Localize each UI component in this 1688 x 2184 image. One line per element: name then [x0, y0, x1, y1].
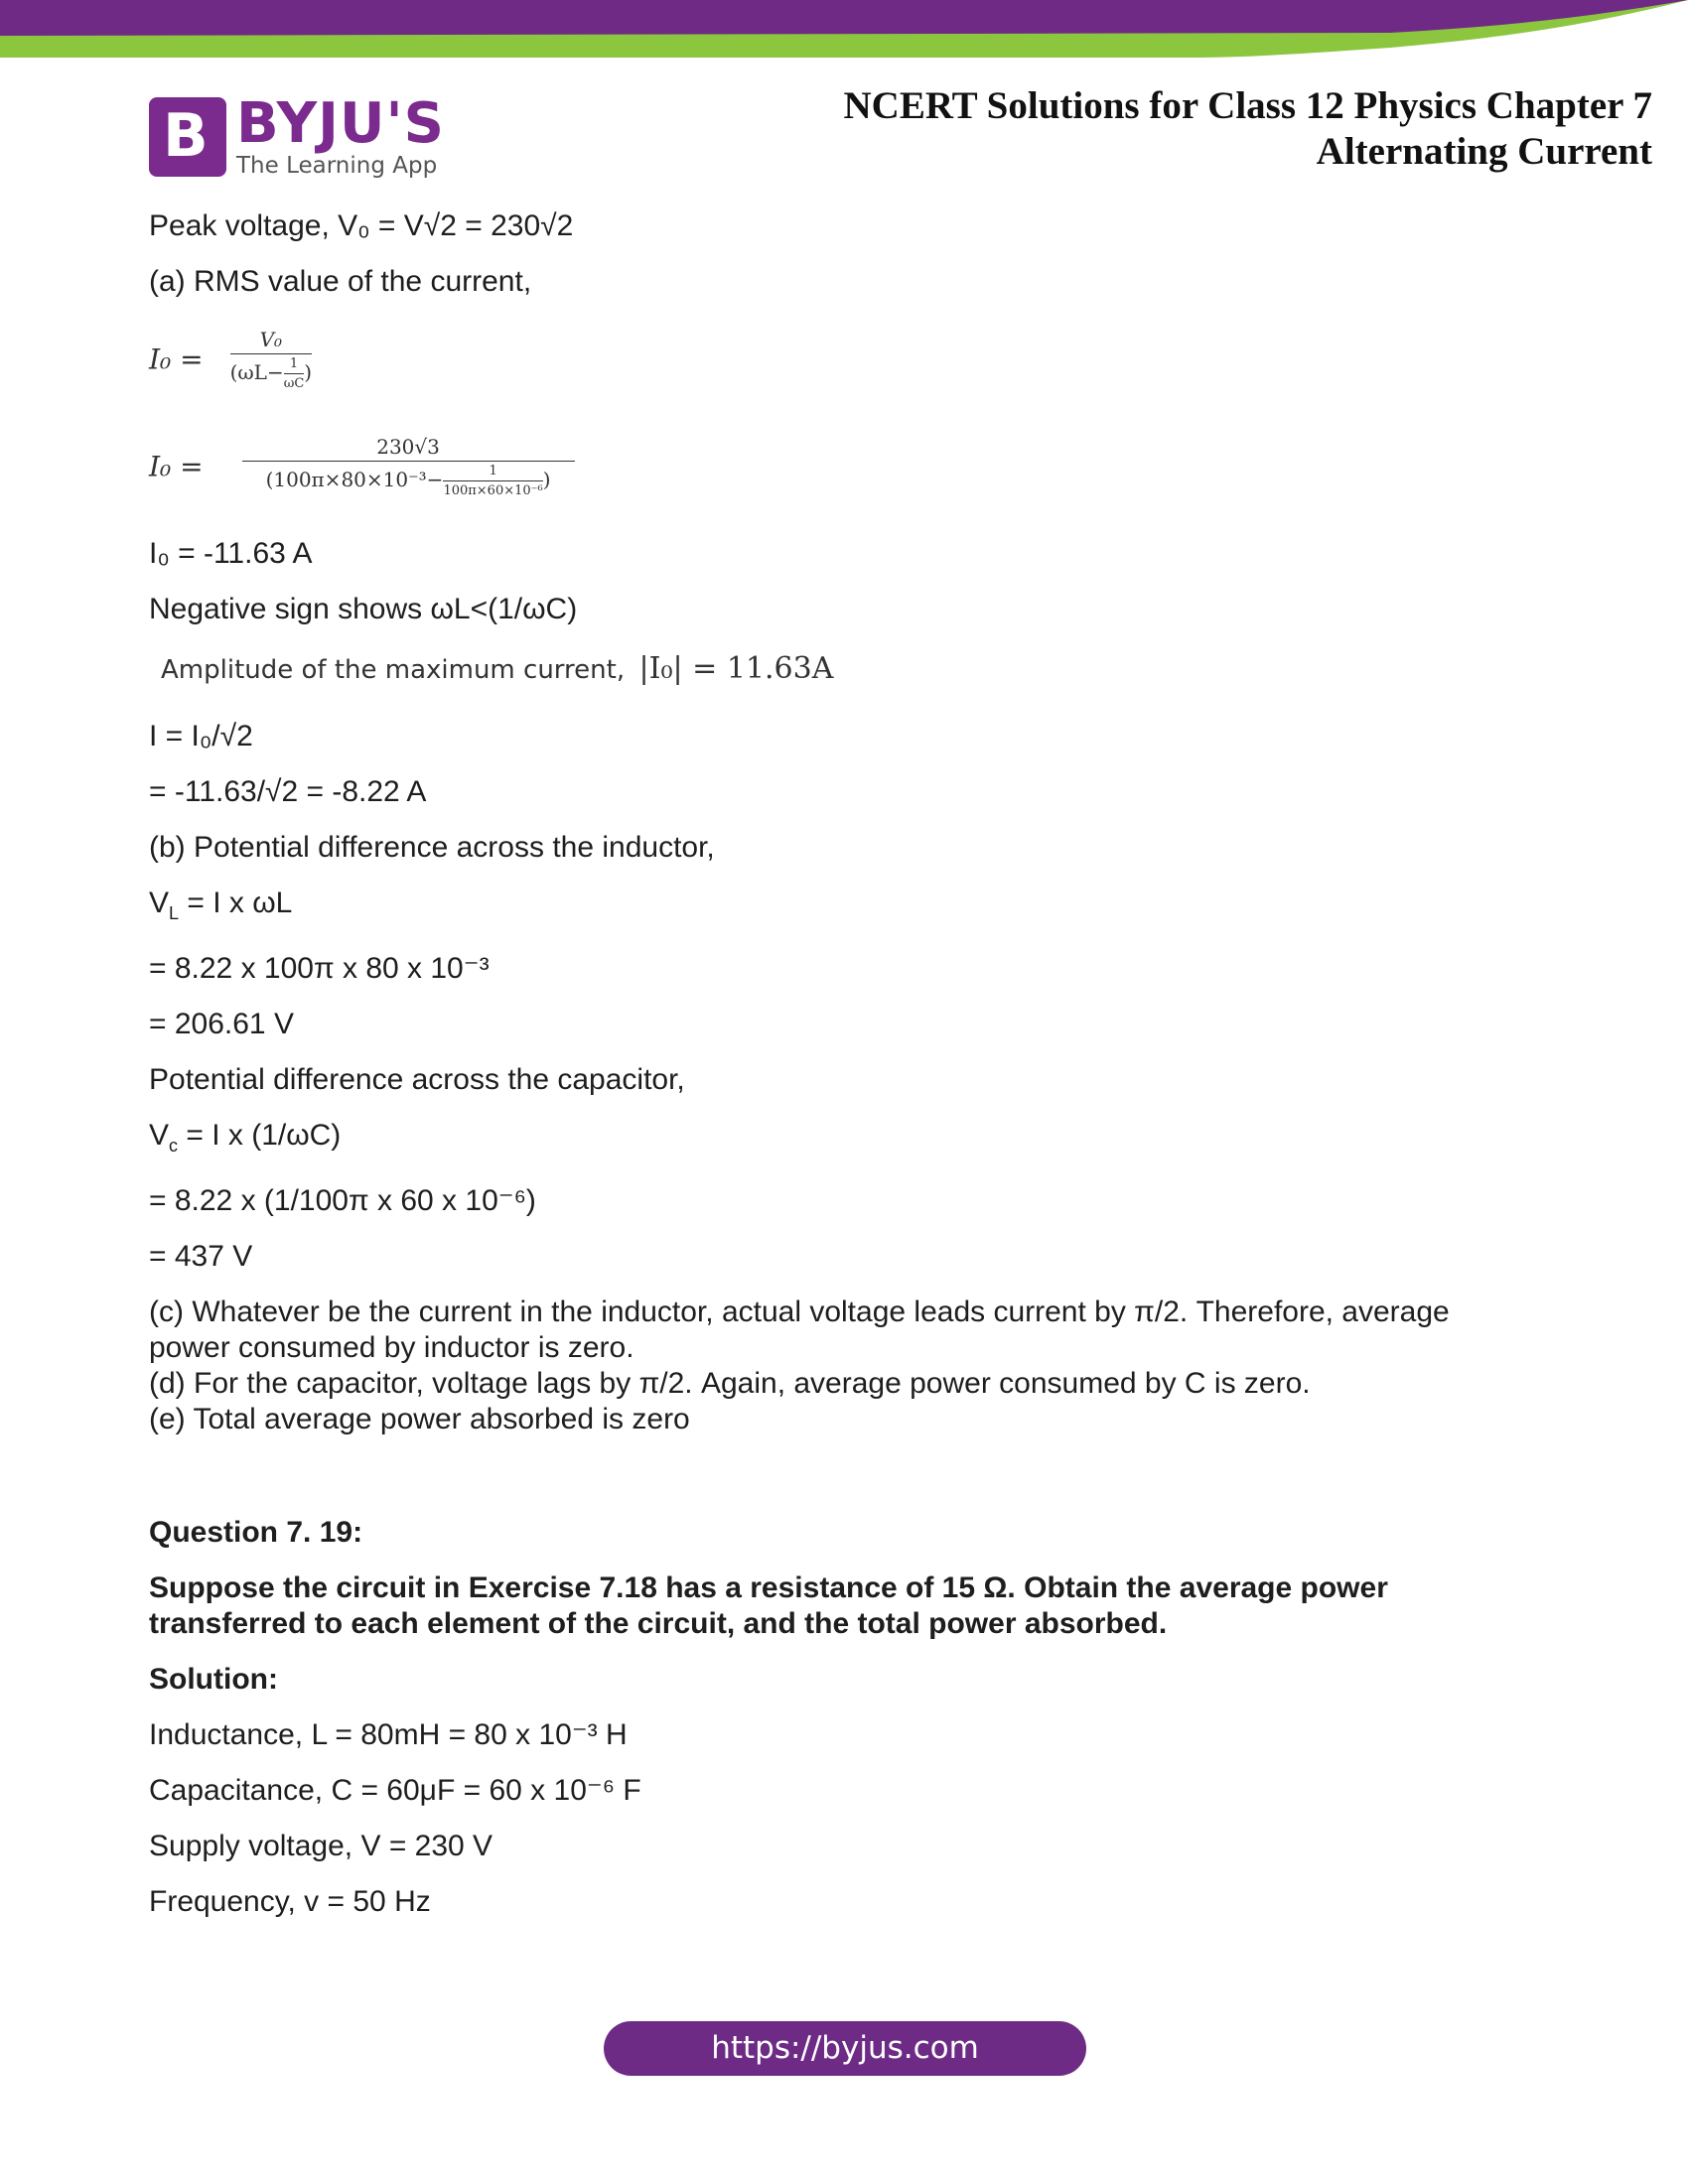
question-text: [149, 1570, 1539, 1642]
vl-value: = 206.61 V: [149, 1008, 294, 1040]
eq1-lhs: I₀ =: [149, 342, 204, 376]
part-d: (d) For the capacitor, voltage lags by π/2. Again, average power consumed by C is zero.: [149, 1367, 1311, 1400]
i0-value: I₀ = -11.63 A: [149, 537, 313, 570]
supply-voltage-line: Supply voltage, V = 230 V: [149, 1830, 493, 1862]
capacitance-line: Capacitance, C = 60μF = 60 x 10⁻⁶ F: [149, 1774, 641, 1807]
solution-label: Solution:: [149, 1663, 278, 1696]
equation-1: [149, 328, 1539, 397]
solution-content: [149, 208, 1539, 1920]
eq1-fraction: [230, 328, 313, 391]
logo-tagline: The Learning App: [236, 153, 438, 179]
eq1-denominator: (ωL− $\frac{1}{\omega C}$ ): [229, 356, 313, 391]
vc-formula: $V_c = I$ x (1/ωC): [149, 1119, 342, 1156]
vl-calculation: = 8.22 x 100π x 80 x 10⁻³: [149, 952, 490, 985]
website-link[interactable]: https://byjus.com: [604, 2021, 1086, 2076]
eq2-numerator: 230√3: [242, 435, 575, 462]
logo-name: BYJU'S: [236, 91, 445, 156]
peak-voltage-line: Peak voltage, V₀ = V√2 = 230√2: [149, 209, 574, 242]
eq2-denominator: (100π×80×10⁻³− $\frac{1}{\text{100π×60×10⁻⁶}}$ ): [265, 464, 551, 498]
eq1-numerator: V₀: [230, 328, 313, 354]
part-c-line-1: (c) Whatever be the current in the inductor, actual voltage leads current by π/2. Therefore, average: [149, 1296, 1450, 1328]
vl-formula: $V_L = I$ x ωL: [149, 887, 293, 923]
logo-mark: B: [149, 97, 226, 177]
negative-sign-note: Negative sign shows ωL<(1/ωC): [149, 593, 578, 625]
part-c-line-2: power consumed by inductor is zero.: [149, 1331, 634, 1364]
amplitude-line: [149, 651, 1539, 695]
parts-c-d-e: [149, 1295, 1539, 1437]
title-line-1: NCERT Solutions for Class 12 Physics Chapter 7: [843, 84, 1652, 127]
eq2-lhs: I₀ =: [149, 450, 204, 483]
frequency-line: Frequency, v = 50 Hz: [149, 1885, 431, 1918]
part-e: (e) Total average power absorbed is zero: [149, 1403, 690, 1435]
question-label: Question 7. 19:: [149, 1516, 363, 1549]
title-line-2: Alternating Current: [1316, 130, 1652, 173]
document-title: [759, 83, 1652, 175]
equation-2: [149, 435, 1539, 514]
question-text-line-2: transferred to each element of the circuit, and the total power absorbed.: [149, 1607, 1168, 1640]
vc-value: = 437 V: [149, 1240, 253, 1273]
vc-intro: Potential difference across the capacitor,: [149, 1063, 685, 1096]
byjus-logo: [149, 91, 447, 182]
eq2-fraction: [242, 435, 575, 498]
top-banner: [0, 0, 1688, 60]
inductance-line: Inductance, L = 80mH = 80 x 10⁻³ H: [149, 1718, 628, 1751]
amplitude-value: |I₀| = 11.63A: [638, 651, 834, 686]
question-text-line-1: Suppose the circuit in Exercise 7.18 has a resistance of 15 Ω. Obtain the average power: [149, 1571, 1388, 1604]
part-b-intro: (b) Potential difference across the inductor,: [149, 831, 715, 864]
amplitude-label: Amplitude of the maximum current,: [161, 655, 626, 685]
i-rms-value: = -11.63/√2 = -8.22 A: [149, 775, 427, 808]
i-rms-formula: I = I₀/√2: [149, 720, 253, 752]
vc-calculation: = 8.22 x (1/100π x 60 x 10⁻⁶): [149, 1184, 536, 1217]
part-a-intro: (a) RMS value of the current,: [149, 265, 532, 298]
